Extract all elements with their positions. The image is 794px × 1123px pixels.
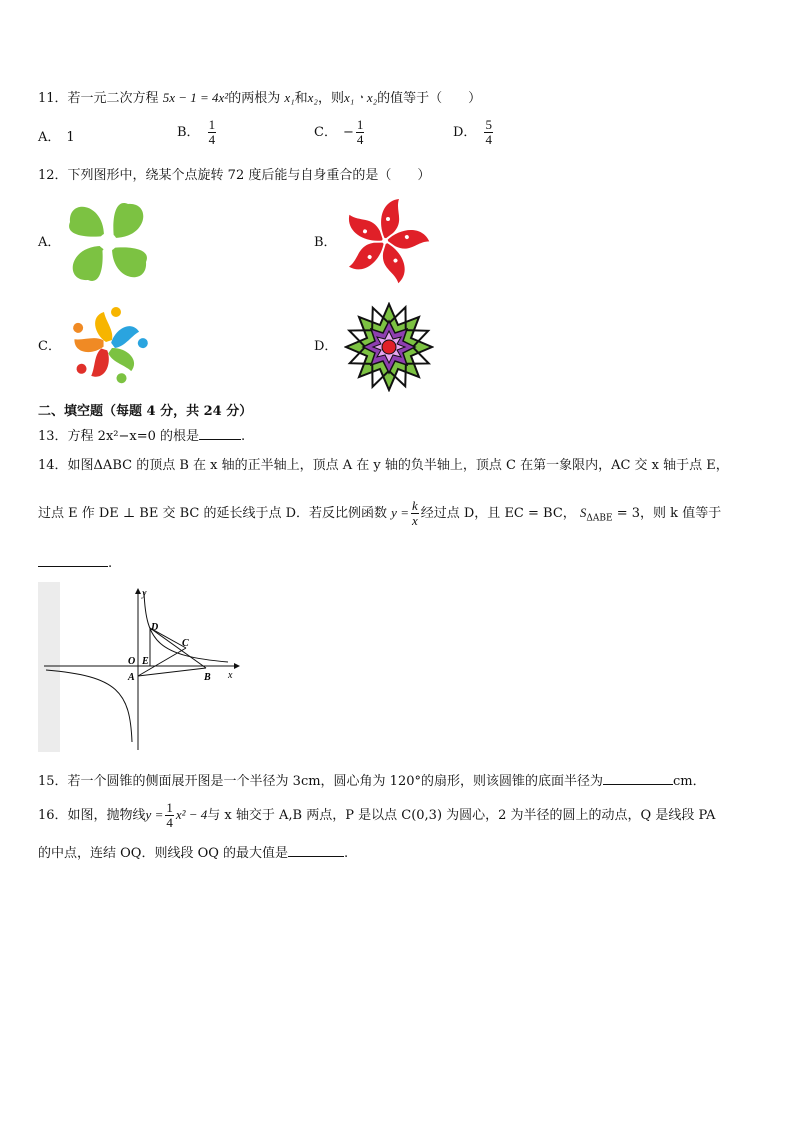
answer-blank[interactable] xyxy=(288,842,344,857)
q11-option-d[interactable] xyxy=(453,118,495,147)
section-heading: 二、填空题（每题 4 分，共 24 分） xyxy=(38,404,253,419)
q11-text-d: 的值等于（ ） xyxy=(377,91,482,106)
label-a: A xyxy=(128,672,135,683)
option-label: B． xyxy=(177,125,200,140)
fraction: $\frac{1}{4}$ xyxy=(208,117,216,147)
four-leaf-clover-icon[interactable] xyxy=(62,196,154,288)
minus-sign: − xyxy=(342,125,354,140)
q12-option-a-label[interactable]: A． xyxy=(38,235,61,250)
fraction: $\frac{5}{4}$ xyxy=(485,117,492,147)
pinwheel-people-icon[interactable] xyxy=(64,304,152,388)
function-fraction: $\frac{k}{x}$ xyxy=(411,498,418,528)
star-pattern-icon[interactable] xyxy=(344,302,434,392)
area-value: = 3 xyxy=(616,506,641,521)
x-axis-arrow xyxy=(234,663,240,669)
q11-text-a: 若一元二次方程 xyxy=(67,91,159,106)
q16-line-2: 的中点，连结 OQ．则线段 OQ 的最大值是 . xyxy=(38,842,348,864)
fraction: $\frac{1}{4}$ xyxy=(356,117,364,147)
scan-shading xyxy=(38,582,60,752)
label-b: B xyxy=(204,672,211,683)
answer-blank[interactable] xyxy=(199,425,241,440)
label-x: x xyxy=(228,670,233,681)
q14-graph xyxy=(38,582,248,752)
segment-bd xyxy=(150,628,206,668)
q12-option-c-label[interactable]: C． xyxy=(38,339,61,354)
function-fraction: $\frac{1}{4}$ xyxy=(166,800,173,830)
bauhinia-flower-icon[interactable] xyxy=(340,196,430,286)
q11-text-b: 的两根为 xyxy=(228,91,281,106)
answer-blank[interactable] xyxy=(38,552,108,567)
q13-stem: 13．方程 2x²−x=0 的根是 . xyxy=(38,425,245,447)
q11-option-b[interactable] xyxy=(177,118,218,147)
label-o: O xyxy=(128,656,136,667)
q11-text-c: ，则 xyxy=(317,91,344,106)
q16-line-1: 16．如图，抛物线y = $\frac{1}{4}$ x² − 4与 x 轴交于 A,B 两点，P 是以点 C(0,3) 为圆心，2 为半径的圆上的动点，Q 是线段 PA xyxy=(38,800,716,830)
q11-option-a[interactable] xyxy=(38,128,75,148)
q14-line-1: 14．如图ΔABC 的顶点 B 在 x 轴的正半轴上，顶点 A 在 y 轴的负半轴上，顶点 C 在第一象限内，AC 交 x 轴于点 E， xyxy=(38,458,729,473)
q11-option-c[interactable] xyxy=(314,118,366,147)
q12-option-d-label[interactable]: D． xyxy=(314,339,338,354)
area-subscript: ΔABE xyxy=(586,513,613,524)
segment-ab xyxy=(138,668,206,676)
option-label: A． xyxy=(38,130,61,145)
y-axis-arrow xyxy=(135,588,141,594)
label-e: E xyxy=(142,656,149,667)
q11-stem xyxy=(38,88,481,109)
option-value: 1 xyxy=(66,130,75,145)
label-y: y xyxy=(142,588,147,599)
q12-stem: 12．下列图形中，绕某个点旋转 72 度后能与自身重合的是（ ） xyxy=(38,168,431,183)
option-label: D． xyxy=(453,125,477,140)
q15-stem: 15．若一个圆锥的侧面展开图是一个半径为 3cm，圆心角为 120°的扇形，则该圆锥的底面半径为 cm． xyxy=(38,770,706,792)
q11-number: 11． xyxy=(38,91,68,106)
area-symbol: S xyxy=(579,505,587,520)
label-d: D xyxy=(151,622,159,633)
option-label: C． xyxy=(314,125,337,140)
answer-blank[interactable] xyxy=(603,770,673,785)
q11-x1: x₁ xyxy=(284,90,295,105)
q11-equation: 5x − 1 = 4x² xyxy=(162,90,229,105)
q14-line-2: 过点 E 作 DE ⊥ BE 交 BC 的延长线于点 D．若反比例函数 y = $\frac{k}{x}$ 经过点 D，且 EC = BC， $S_{\Delta ABE} = 3$，则 k 值等于 xyxy=(38,498,722,528)
q11-and: 和 xyxy=(294,91,308,106)
q14-line-3: . xyxy=(38,552,112,574)
label-c: C xyxy=(182,638,189,649)
q11-product: x₁ㆍx₂ xyxy=(343,90,378,105)
q12-option-b-label[interactable]: B． xyxy=(314,235,337,250)
function-lhs: y = xyxy=(391,505,409,520)
q11-x2: x₂ xyxy=(307,90,318,105)
